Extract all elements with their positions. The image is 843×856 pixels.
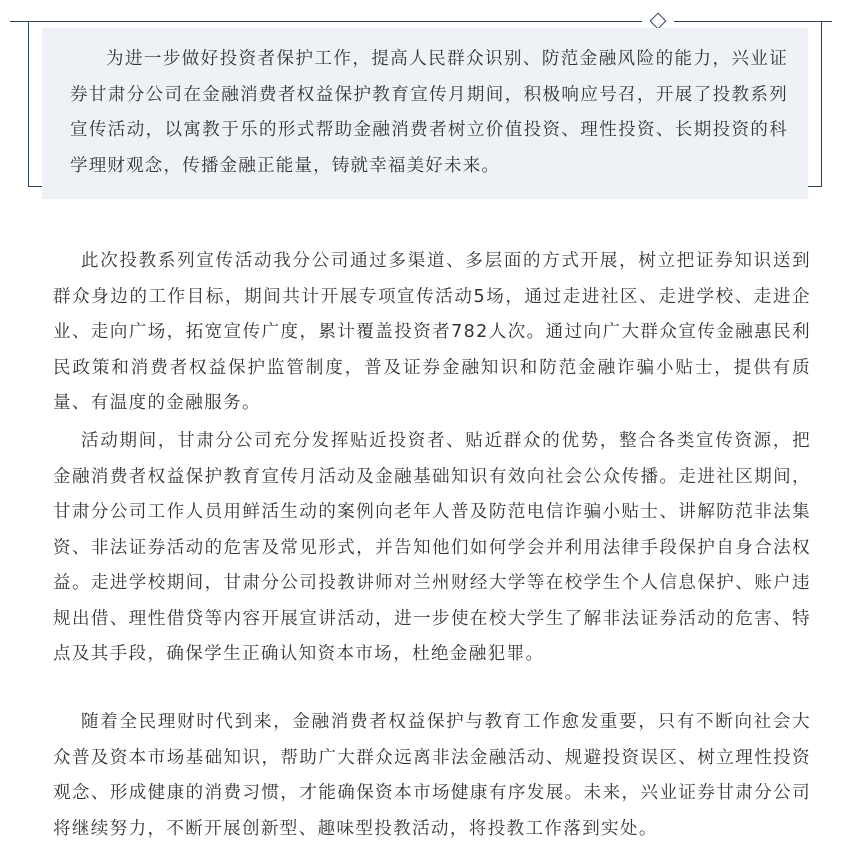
- top-divider-right: [674, 21, 832, 22]
- body-paragraph-3: 随着全民理财时代到来，金融消费者权益保护与教育工作愈发重要，只有不断向社会大众普及资本市场基础知识，帮助广大群众远离非法金融活动、规避投资误区、树立理性投资观念、形成健康的消费习惯，才能确保资本市场健康有序发展。未来，兴业证券甘肃分公司将继续努力，不断开展创新型、趣味型投教活动，将投教工作落到实处。: [53, 712, 811, 839]
- intro-frame: [0, 0, 843, 200]
- frame-left-border: [28, 21, 29, 186]
- body-paragraph-1: 此次投教系列宣传活动我分公司通过多渠道、多层面的方式开展，树立把证券知识送到群众身边的工作目标，期间共计开展专项宣传活动5场，通过走进社区、走进学校、走进企业、走向广场，拓宽宣传广度，累计覆盖投资者782人次。通过向广大群众宣传金融惠民利民政策和消费者权益保护监管制度，普及证券金融知识和防范金融诈骗小贴士，提供有质量、有温度的金融服务。: [53, 251, 811, 413]
- intro-paragraph: 为进一步做好投资者保护工作，提高人民群众识别、防范金融风险的能力，兴业证券甘肃分公司在金融消费者权益保护教育宣传月期间，积极响应号召，开展了投教系列宣传活动，以寓教于乐的形式帮助金融消费者树立价值投资、理性投资、长期投资的科学理财观念，传播金融正能量，铸就幸福美好未来。: [70, 49, 788, 176]
- body-paragraph-2: 活动期间，甘肃分公司充分发挥贴近投资者、贴近群众的优势，整合各类宣传资源，把金融消费者权益保护教育宣传月活动及金融基础知识有效向社会公众传播。走进社区期间，甘肃分公司工作人员用鲜活生动的案例向老年人普及防范电信诈骗小贴士、讲解防范非法集资、非法证券活动的危害及常见形式，并告知他们如何学会并利用法律手段保护自身合法权益。走进学校期间，甘肃分公司投教讲师对兰州财经大学等在校学生个人信息保护、账户违规出借、理性借贷等内容开展宣讲活动，进一步使在校大学生了解非法证券活动的危害、特点及其手段，确保学生正确认知资本市场，杜绝金融犯罪。: [53, 431, 811, 664]
- top-divider-left: [10, 21, 642, 22]
- frame-right-border: [821, 21, 822, 186]
- diamond-ornament-icon: [650, 13, 667, 30]
